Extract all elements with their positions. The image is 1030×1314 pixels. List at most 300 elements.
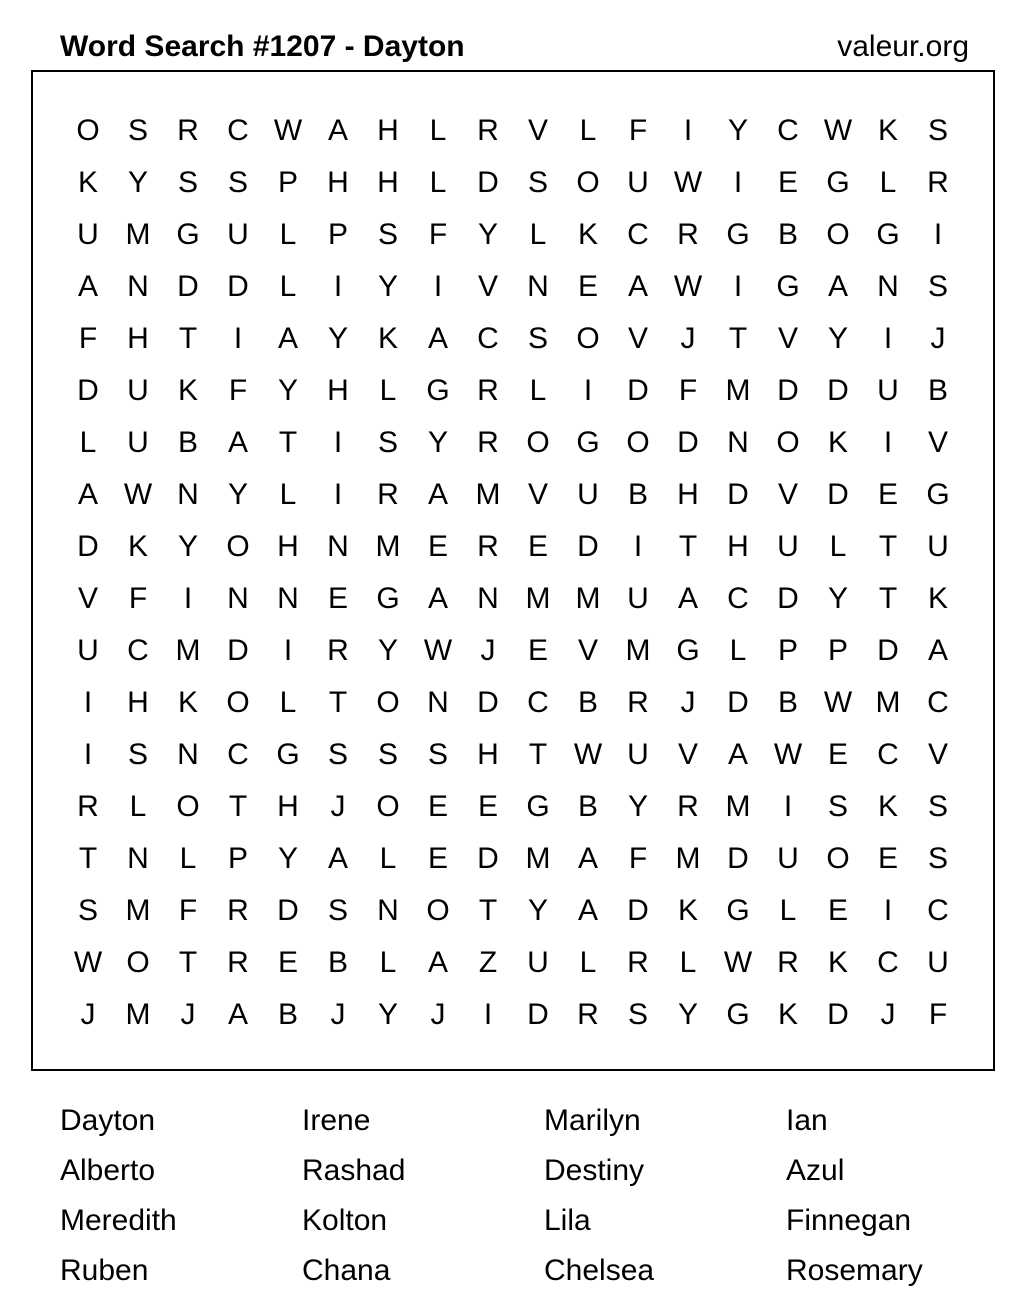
letter-grid	[63, 105, 963, 1041]
grid-letter: Y	[677, 998, 698, 1031]
grid-letter: N	[327, 530, 349, 563]
grid-letter: A	[427, 478, 448, 511]
grid-letter: G	[926, 478, 950, 511]
grid-letter: R	[577, 998, 599, 1031]
grid-letter: D	[227, 634, 249, 667]
grid-letter: H	[127, 686, 149, 719]
grid-letter: I	[183, 582, 193, 615]
grid-letter: K	[127, 530, 148, 563]
grid-letter: O	[826, 218, 850, 251]
grid-letter: S	[927, 842, 948, 875]
grid-letter: H	[327, 374, 349, 407]
grid-letter: Y	[427, 426, 448, 459]
grid-letter: D	[827, 478, 849, 511]
grid-letter: O	[826, 842, 850, 875]
grid-letter: L	[529, 218, 547, 251]
grid-letter: R	[77, 790, 99, 823]
grid-letter: I	[733, 270, 743, 303]
grid-letter: J	[930, 322, 946, 355]
grid-letter: V	[77, 582, 98, 615]
grid-letter: W	[573, 738, 603, 771]
grid-letter: M	[375, 530, 401, 563]
grid-letter: R	[677, 790, 699, 823]
grid-letter: T	[728, 322, 748, 355]
grid-letter: W	[673, 166, 703, 199]
grid-letter: T	[878, 530, 898, 563]
grid-letter: I	[683, 114, 693, 147]
site-name: valeur.org	[837, 30, 969, 63]
word-list-item: Lila	[544, 1204, 591, 1237]
grid-letter: L	[779, 894, 797, 927]
grid-letter: E	[427, 842, 448, 875]
grid-letter: T	[178, 946, 198, 979]
grid-letter: D	[177, 270, 199, 303]
grid-letter: W	[73, 946, 103, 979]
grid-letter: I	[483, 998, 493, 1031]
grid-letter: N	[227, 582, 249, 615]
grid-letter: S	[227, 166, 248, 199]
grid-letter: V	[677, 738, 698, 771]
grid-letter: D	[627, 374, 649, 407]
grid-letter: J	[480, 634, 496, 667]
grid-letter: G	[826, 166, 850, 199]
grid-letter: I	[233, 322, 243, 355]
grid-letter: O	[526, 426, 550, 459]
grid-letter: L	[429, 166, 447, 199]
grid-letter: N	[877, 270, 899, 303]
grid-letter: S	[927, 270, 948, 303]
grid-letter: F	[228, 374, 248, 407]
grid-letter: N	[427, 686, 449, 719]
grid-letter: V	[927, 426, 948, 459]
grid-letter: D	[727, 478, 749, 511]
grid-letter: W	[823, 686, 853, 719]
grid-letter: S	[827, 790, 848, 823]
grid-letter: E	[527, 634, 548, 667]
grid-letter: O	[426, 894, 450, 927]
grid-letter: A	[277, 322, 298, 355]
grid-letter: P	[327, 218, 348, 251]
grid-letter: K	[177, 686, 198, 719]
grid-letter: T	[528, 738, 548, 771]
grid-letter: G	[376, 582, 400, 615]
grid-letter: I	[333, 270, 343, 303]
grid-letter: L	[429, 114, 447, 147]
grid-letter: E	[877, 478, 898, 511]
grid-letter: C	[927, 686, 949, 719]
grid-letter: U	[77, 634, 99, 667]
grid-letter: G	[276, 738, 300, 771]
grid-letter: W	[273, 114, 303, 147]
grid-letter: M	[625, 634, 651, 667]
grid-letter: S	[627, 998, 648, 1031]
grid-letter: Y	[127, 166, 148, 199]
grid-letter: D	[777, 374, 799, 407]
grid-letter: W	[723, 946, 753, 979]
grid-letter: R	[327, 634, 349, 667]
word-list-item: Rashad	[302, 1154, 406, 1187]
grid-letter: M	[725, 790, 751, 823]
grid-letter: E	[277, 946, 298, 979]
grid-letter: A	[727, 738, 748, 771]
grid-letter: D	[727, 842, 749, 875]
grid-letter: V	[927, 738, 948, 771]
grid-letter: O	[126, 946, 150, 979]
grid-letter: D	[877, 634, 899, 667]
grid-letter: P	[827, 634, 848, 667]
grid-letter: E	[827, 738, 848, 771]
grid-letter: R	[477, 530, 499, 563]
grid-letter: C	[627, 218, 649, 251]
grid-letter: A	[327, 842, 348, 875]
grid-letter: D	[227, 270, 249, 303]
grid-letter: I	[333, 426, 343, 459]
grid-letter: V	[577, 634, 598, 667]
grid-letter: J	[330, 998, 346, 1031]
grid-letter: U	[527, 946, 549, 979]
grid-letter: V	[777, 322, 798, 355]
grid-letter: B	[577, 790, 598, 823]
grid-letter: R	[627, 946, 649, 979]
grid-letter: D	[277, 894, 299, 927]
grid-letter: Y	[327, 322, 348, 355]
grid-letter: C	[777, 114, 799, 147]
grid-letter: R	[227, 946, 249, 979]
word-list-item: Chelsea	[544, 1254, 655, 1287]
word-list	[60, 1096, 1030, 1296]
word-list-item: Ruben	[60, 1254, 149, 1287]
grid-letter: A	[427, 322, 448, 355]
grid-letter: C	[227, 738, 249, 771]
grid-letter: I	[933, 218, 943, 251]
grid-letter: Y	[377, 998, 398, 1031]
grid-letter: L	[279, 218, 297, 251]
grid-letter: G	[576, 426, 600, 459]
grid-letter: S	[927, 114, 948, 147]
grid-letter: V	[477, 270, 498, 303]
grid-letter: U	[927, 946, 949, 979]
grid-letter: K	[927, 582, 948, 615]
word-list-item: Azul	[786, 1154, 845, 1187]
grid-letter: B	[177, 426, 198, 459]
grid-letter: H	[727, 530, 749, 563]
grid-letter: K	[677, 894, 698, 927]
grid-letter: D	[477, 166, 499, 199]
grid-letter: L	[679, 946, 697, 979]
page-title: Word Search #1207 - Dayton	[60, 30, 465, 63]
grid-letter: D	[477, 686, 499, 719]
grid-letter: J	[430, 998, 446, 1031]
word-list-item: Alberto	[60, 1154, 156, 1187]
grid-letter: O	[576, 166, 600, 199]
grid-letter: W	[423, 634, 453, 667]
grid-letter: S	[377, 426, 398, 459]
grid-letter: U	[877, 374, 899, 407]
word-list-item: Rosemary	[786, 1254, 923, 1287]
grid-letter: J	[330, 790, 346, 823]
grid-letter: O	[626, 426, 650, 459]
grid-letter: T	[228, 790, 248, 823]
grid-letter: C	[927, 894, 949, 927]
grid-letter: T	[278, 426, 298, 459]
grid-letter: J	[880, 998, 896, 1031]
grid-letter: Y	[827, 582, 848, 615]
grid-letter: H	[477, 738, 499, 771]
grid-letter: D	[77, 530, 99, 563]
grid-letter: K	[577, 218, 598, 251]
grid-letter: D	[527, 998, 549, 1031]
grid-letter: R	[677, 218, 699, 251]
grid-letter: V	[777, 478, 798, 511]
grid-letter: T	[678, 530, 698, 563]
grid-letter: L	[129, 790, 147, 823]
word-list-item: Ian	[786, 1104, 828, 1137]
grid-letter: N	[277, 582, 299, 615]
grid-letter: P	[277, 166, 298, 199]
grid-letter: Y	[277, 374, 298, 407]
grid-letter: C	[127, 634, 149, 667]
grid-letter: J	[80, 998, 96, 1031]
grid-letter: P	[777, 634, 798, 667]
grid-letter: C	[477, 322, 499, 355]
grid-letter: E	[527, 530, 548, 563]
grid-letter: I	[433, 270, 443, 303]
grid-letter: J	[680, 322, 696, 355]
grid-letter: S	[377, 738, 398, 771]
grid-letter: S	[427, 738, 448, 771]
grid-letter: E	[427, 530, 448, 563]
grid-letter: N	[527, 270, 549, 303]
grid-letter: A	[327, 114, 348, 147]
grid-letter: E	[327, 582, 348, 615]
grid-letter: E	[477, 790, 498, 823]
grid-letter: A	[677, 582, 698, 615]
grid-letter: O	[776, 426, 800, 459]
grid-letter: H	[377, 114, 399, 147]
grid-letter: F	[928, 998, 948, 1031]
grid-letter: B	[277, 998, 298, 1031]
grid-letter: C	[877, 946, 899, 979]
grid-letter: A	[77, 478, 98, 511]
grid-letter: Y	[277, 842, 298, 875]
grid-letter: L	[279, 686, 297, 719]
grid-letter: O	[376, 686, 400, 719]
word-list-item: Dayton	[60, 1104, 156, 1137]
grid-letter: M	[725, 374, 751, 407]
grid-letter: V	[527, 478, 548, 511]
grid-letter: J	[180, 998, 196, 1031]
word-list-item: Finnegan	[786, 1204, 912, 1237]
grid-letter: B	[927, 374, 948, 407]
grid-letter: N	[127, 842, 149, 875]
grid-letter: F	[128, 582, 148, 615]
word-list-item: Irene	[302, 1104, 371, 1137]
grid-letter: M	[575, 582, 601, 615]
grid-letter: C	[227, 114, 249, 147]
grid-letter: A	[77, 270, 98, 303]
grid-letter: W	[823, 114, 853, 147]
grid-letter: L	[279, 270, 297, 303]
word-list-item: Destiny	[544, 1154, 645, 1187]
grid-letter: F	[628, 114, 648, 147]
grid-letter: S	[327, 894, 348, 927]
grid-letter: M	[525, 582, 551, 615]
grid-letter: Y	[627, 790, 648, 823]
grid-letter: R	[177, 114, 199, 147]
grid-letter: C	[527, 686, 549, 719]
grid-letter: S	[377, 218, 398, 251]
grid-letter: A	[577, 894, 598, 927]
grid-letter: S	[177, 166, 198, 199]
grid-letter: U	[577, 478, 599, 511]
grid-letter: L	[529, 374, 547, 407]
grid-letter: H	[327, 166, 349, 199]
grid-letter: H	[377, 166, 399, 199]
grid-letter: E	[827, 894, 848, 927]
grid-letter: Z	[478, 946, 498, 979]
grid-letter: O	[76, 114, 100, 147]
grid-letter: W	[123, 478, 153, 511]
grid-letter: M	[525, 842, 551, 875]
grid-letter: L	[379, 946, 397, 979]
grid-letter: R	[227, 894, 249, 927]
grid-letter: I	[883, 322, 893, 355]
grid-letter: K	[827, 426, 848, 459]
grid-letter: D	[827, 998, 849, 1031]
grid-letter: V	[627, 322, 648, 355]
grid-letter: G	[676, 634, 700, 667]
grid-letter: Y	[377, 270, 398, 303]
grid-letter: I	[883, 426, 893, 459]
grid-letter: N	[177, 478, 199, 511]
word-list-item: Chana	[302, 1254, 391, 1287]
grid-letter: G	[176, 218, 200, 251]
grid-letter: G	[726, 998, 750, 1031]
grid-letter: U	[627, 582, 649, 615]
grid-letter: U	[927, 530, 949, 563]
grid-letter: I	[83, 738, 93, 771]
grid-letter: R	[477, 374, 499, 407]
grid-letter: K	[877, 114, 898, 147]
grid-letter: U	[227, 218, 249, 251]
grid-letter: T	[478, 894, 498, 927]
grid-letter: D	[627, 894, 649, 927]
grid-letter: M	[125, 218, 151, 251]
grid-letter: I	[783, 790, 793, 823]
grid-letter: L	[729, 634, 747, 667]
grid-letter: K	[777, 998, 798, 1031]
grid-letter: E	[427, 790, 448, 823]
grid-letter: N	[727, 426, 749, 459]
grid-letter: L	[579, 946, 597, 979]
grid-letter: S	[127, 114, 148, 147]
grid-letter: I	[283, 634, 293, 667]
grid-letter: D	[777, 582, 799, 615]
grid-letter: O	[226, 530, 250, 563]
grid-letter: A	[627, 270, 648, 303]
grid-letter: R	[777, 946, 799, 979]
grid-letter: A	[227, 426, 248, 459]
grid-letter: O	[226, 686, 250, 719]
grid-letter: L	[279, 478, 297, 511]
grid-letter: A	[577, 842, 598, 875]
grid-letter: B	[327, 946, 348, 979]
grid-letter: W	[773, 738, 803, 771]
grid-letter: V	[527, 114, 548, 147]
grid-letter: G	[776, 270, 800, 303]
grid-letter: D	[677, 426, 699, 459]
grid-letter: T	[178, 322, 198, 355]
grid-letter: A	[927, 634, 948, 667]
grid-letter: T	[78, 842, 98, 875]
grid-letter: M	[125, 998, 151, 1031]
grid-letter: P	[227, 842, 248, 875]
grid-letter: C	[727, 582, 749, 615]
grid-letter: S	[927, 790, 948, 823]
grid-letter: D	[77, 374, 99, 407]
grid-letter: L	[79, 426, 97, 459]
grid-letter: H	[277, 530, 299, 563]
grid-letter: Y	[377, 634, 398, 667]
grid-letter: G	[526, 790, 550, 823]
grid-letter: B	[777, 686, 798, 719]
grid-letter: Y	[477, 218, 498, 251]
grid-letter: J	[680, 686, 696, 719]
grid-letter: Y	[827, 322, 848, 355]
grid-letter: Y	[227, 478, 248, 511]
grid-letter: L	[829, 530, 847, 563]
grid-letter: H	[677, 478, 699, 511]
grid-letter: I	[633, 530, 643, 563]
grid-letter: G	[726, 218, 750, 251]
grid-letter: T	[328, 686, 348, 719]
grid-letter: U	[777, 530, 799, 563]
grid-letter: I	[83, 686, 93, 719]
grid-letter: N	[177, 738, 199, 771]
word-list-item: Marilyn	[544, 1104, 641, 1137]
grid-letter: T	[878, 582, 898, 615]
grid-letter: K	[77, 166, 98, 199]
grid-letter: H	[127, 322, 149, 355]
grid-letter: W	[673, 270, 703, 303]
grid-letter: F	[178, 894, 198, 927]
grid-letter: N	[127, 270, 149, 303]
grid-letter: S	[327, 738, 348, 771]
grid-letter: U	[127, 426, 149, 459]
grid-letter: U	[127, 374, 149, 407]
grid-letter: R	[477, 114, 499, 147]
grid-letter: F	[628, 842, 648, 875]
grid-letter: A	[227, 998, 248, 1031]
grid-letter: G	[726, 894, 750, 927]
grid-letter: N	[477, 582, 499, 615]
grid-letter: O	[576, 322, 600, 355]
grid-letter: H	[277, 790, 299, 823]
grid-letter: M	[475, 478, 501, 511]
grid-letter: K	[377, 322, 398, 355]
grid-letter: S	[527, 166, 548, 199]
grid-letter: L	[879, 166, 897, 199]
grid-letter: O	[176, 790, 200, 823]
grid-letter: R	[477, 426, 499, 459]
grid-letter: U	[627, 166, 649, 199]
grid-letter: I	[883, 894, 893, 927]
grid-letter: G	[426, 374, 450, 407]
grid-letter: R	[377, 478, 399, 511]
grid-letter: Y	[527, 894, 548, 927]
grid-letter: U	[777, 842, 799, 875]
grid-letter: M	[125, 894, 151, 927]
